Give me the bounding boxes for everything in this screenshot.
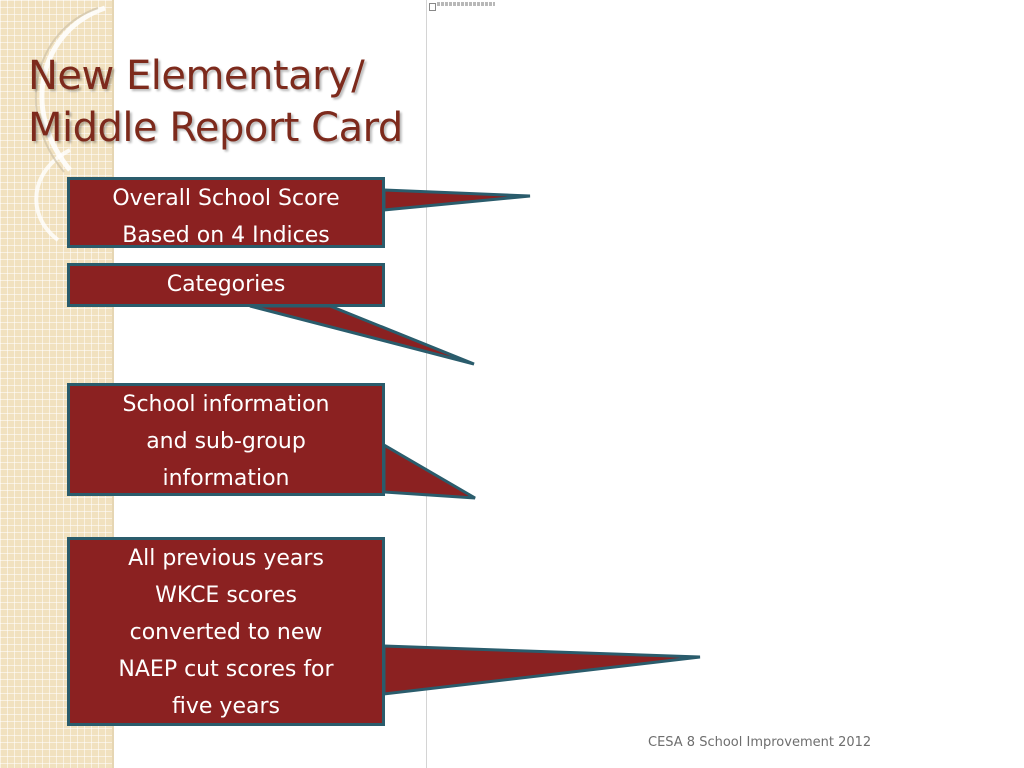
- callout-pointer-4: [384, 646, 700, 694]
- callout-pointer-2: [250, 306, 474, 364]
- callout-text-line: Categories: [166, 272, 286, 297]
- callout-text-line: five years: [172, 694, 280, 719]
- callout-pointer-3: [384, 445, 475, 498]
- callout-overall-school-score: [67, 177, 385, 248]
- callout-categories: [67, 263, 385, 307]
- callout-text-line: Overall School Score: [112, 186, 340, 211]
- callout-text-line: NAEP cut scores for: [118, 657, 334, 682]
- callout-text-line: Based on 4 Indices: [122, 223, 330, 248]
- callout-text-line: WKCE scores: [155, 583, 297, 608]
- callout-text-line: All previous years: [128, 546, 324, 571]
- callout-pointer-1: [384, 190, 530, 210]
- slide-title-line-1: New Elementary/: [28, 53, 365, 99]
- callout-school-information: [67, 383, 385, 496]
- callout-text-line: and sub-group: [146, 429, 306, 454]
- callout-previous-years-wkce: [67, 537, 385, 726]
- callout-text-line: converted to new: [129, 620, 323, 645]
- slide-footer: CESA 8 School Improvement 2012: [648, 735, 872, 750]
- callout-text-line: School information: [122, 392, 330, 417]
- callout-text-line: information: [162, 466, 290, 491]
- slide-title-line-2: Middle Report Card: [28, 105, 403, 151]
